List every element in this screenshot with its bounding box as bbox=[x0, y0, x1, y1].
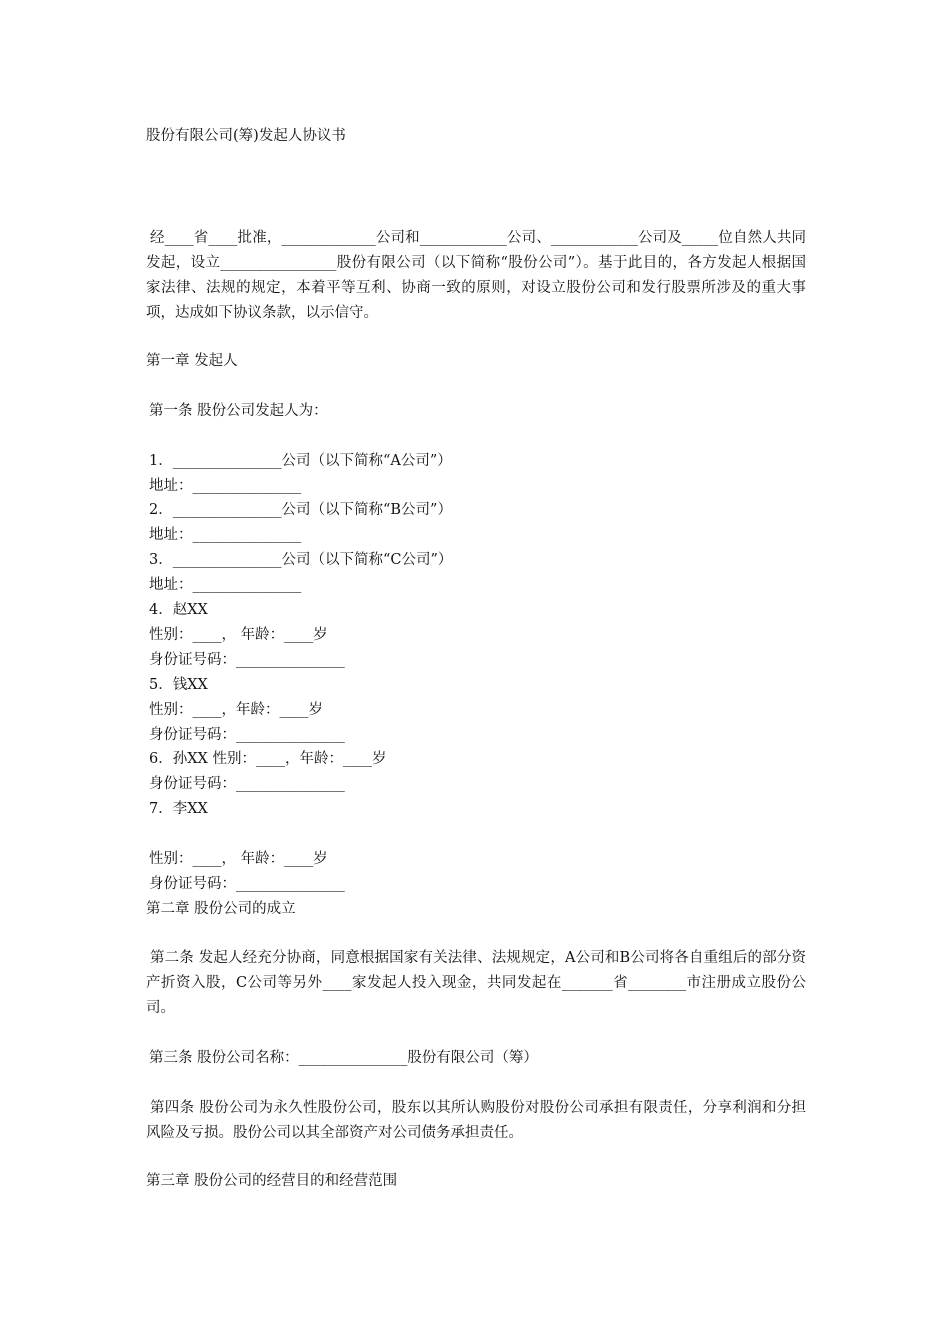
founder-line: 性别：____， 年龄：____岁 bbox=[149, 851, 328, 867]
founder-line: 身份证号码：_______________ bbox=[149, 876, 345, 892]
founder-line: 性别：____， 年龄：____岁 bbox=[149, 627, 328, 643]
founder-line: 地址：_______________ bbox=[149, 478, 302, 494]
founder-line: 4．赵XX bbox=[149, 602, 208, 618]
founder-line: 5．钱XX bbox=[149, 677, 208, 693]
chapter-2-heading: 第二章 股份公司的成立 bbox=[146, 901, 296, 917]
founder-line: 2．_______________公司（以下简称“B公司”） bbox=[149, 502, 452, 518]
article-2: 第二条 发起人经充分协商，同意根据国家有关法律、法规规定，A公司和B公司将各自重组后的部分资产折资入股，C公司等另外____家发起人投入现金，共同发起在_______省________市注册成立股份公司。 bbox=[146, 950, 806, 1016]
chapter-1-heading: 第一章 发起人 bbox=[146, 353, 238, 369]
document-title: 股份有限公司(筹)发起人协议书 bbox=[146, 128, 346, 144]
article-4: 第四条 股份公司为永久性股份公司，股东以其所认购股份对股份公司承担有限责任，分享利润和分担风险及亏损。股份公司以其全部资产对公司债务承担责任。 bbox=[146, 1100, 806, 1141]
founder-line: 身份证号码：_______________ bbox=[149, 776, 345, 792]
founder-line: 3．_______________公司（以下简称“C公司”） bbox=[149, 552, 453, 568]
founder-line: 6．孙XX 性别：____，年龄：____岁 bbox=[149, 751, 387, 767]
founder-line: 1．_______________公司（以下简称“A公司”） bbox=[149, 453, 452, 469]
founder-line: 7．李XX bbox=[149, 801, 208, 817]
article-3: 第三条 股份公司名称：_______________股份有限公司（筹） bbox=[149, 1050, 538, 1066]
founder-line: 性别：____，年龄：____岁 bbox=[149, 702, 323, 718]
article-1: 第一条 股份公司发起人为： bbox=[149, 403, 328, 419]
chapter-3-heading: 第三章 股份公司的经营目的和经营范围 bbox=[146, 1173, 398, 1189]
founder-line: 身份证号码：_______________ bbox=[149, 652, 345, 668]
preamble-paragraph: 经____省____批准，_____________公司和____________公司、____________公司及_____位自然人共同发起，设立________________股份有限公司（以下简称“股份公司”）。基于此目的，各方发起人根据国家法律、法规的规定，本着平等互利、协商一致的原则，对设立股份公司和发行股票所涉及的重大事项，达成如下协议条款，以示信守。 bbox=[146, 230, 806, 321]
founder-line: 身份证号码：_______________ bbox=[149, 727, 345, 743]
founder-line: 地址：_______________ bbox=[149, 527, 302, 543]
founder-line: 地址：_______________ bbox=[149, 577, 302, 593]
